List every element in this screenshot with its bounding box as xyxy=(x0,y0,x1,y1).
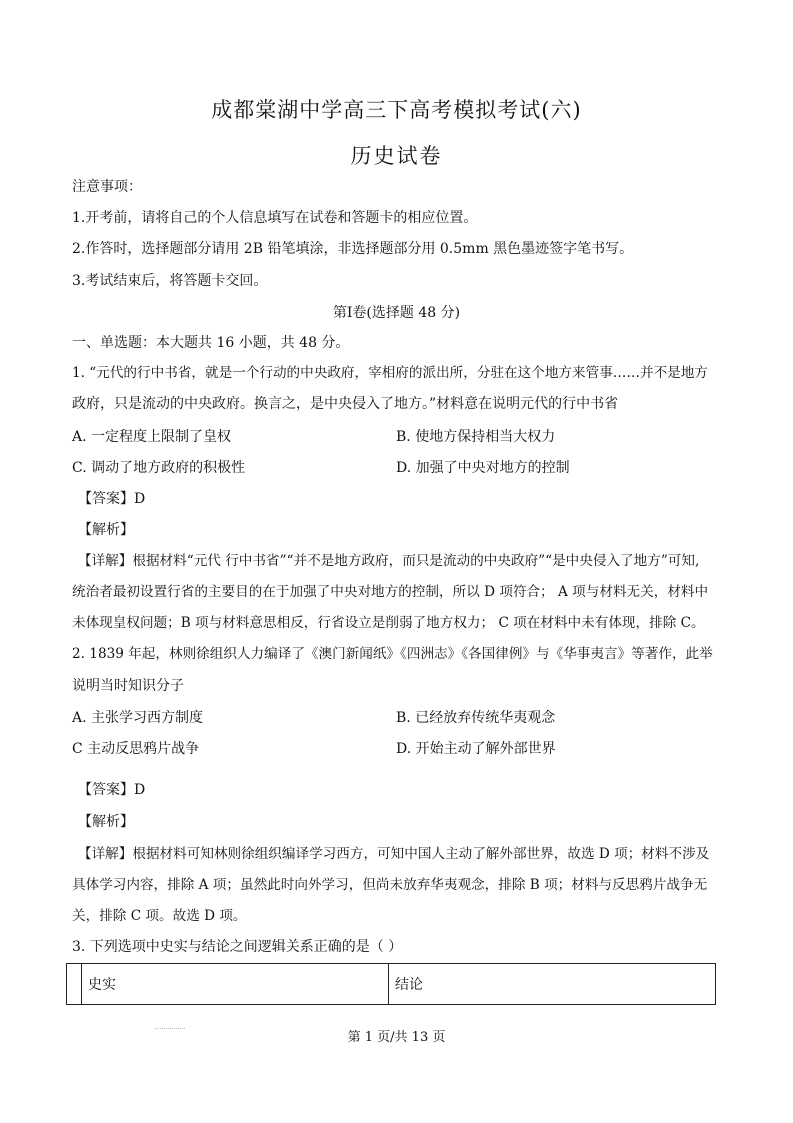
q2-stem-line-2: 说明当时知识分子 xyxy=(72,678,184,694)
q2-option-a: A. 主张学习西方制度 xyxy=(72,710,204,726)
q1-stem-line-1: 1. “元代的行中书省，就是一个行动的中央政府，宰相府的派出所，分驻在这个地方来管事……并不是地方 xyxy=(72,365,708,381)
q2-answer: 【答案】D xyxy=(78,782,146,798)
q2-analysis-label: 【解析】 xyxy=(78,814,134,830)
table-row xyxy=(67,964,716,1005)
q3-stem: 3. 下列选项中史实与结论之间逻辑关系正确的是（ ） xyxy=(72,939,403,955)
q1-detail-line-1: 【详解】根据材料“元代 行中书省”“并不是地方政府，而只是流动的中央政府”“是中央侵入了地方”可知, xyxy=(78,553,700,569)
note-item-2: 2.作答时，选择题部分请用 2B 铅笔填涂，非选择题部分用 0.5mm 黑色墨迹签字笔书写。 xyxy=(72,241,634,257)
q3-table xyxy=(66,963,716,1005)
q1-option-d: D. 加强了中央对地方的控制 xyxy=(396,460,570,476)
q2-detail-line-1: 【详解】根据材料可知林则徐组织编译学习西方，可知中国人主动了解外部世界，故选 D 项；材料不涉及 xyxy=(78,846,710,862)
table-cell-index xyxy=(67,964,82,1005)
q1-detail-line-3: 未体现皇权问题；B 项与材料意思相反，行省设立是削弱了地方权力； C 项在材料中未有体现，排除 C。 xyxy=(72,615,705,631)
table-header-fact: 史实 xyxy=(82,964,389,1005)
part-heading: 一、单选题：本大题共 16 小题，共 48 分。 xyxy=(72,335,350,351)
q2-option-b: B. 已经放弃传统华夷观念 xyxy=(396,710,556,726)
note-item-1: 1.开考前，请将自己的个人信息填写在试卷和答题卡的相应位置。 xyxy=(72,210,478,226)
volume-heading: 第Ⅰ卷(选择题 48 分) xyxy=(332,305,461,321)
q1-option-c: C. 调动了地方政府的积极性 xyxy=(72,460,246,476)
q2-detail-line-2: 具体学习内容，排除 A 项；虽然此时向外学习，但尚未放弃华夷观念，排除 B 项；材料与反思鸦片战争无 xyxy=(72,877,708,893)
exam-subtitle: 历史试卷 xyxy=(350,144,443,168)
q2-detail-line-3: 关，排除 C 项。故选 D 项。 xyxy=(72,908,247,924)
page-number: 第 1 页/共 13 页 xyxy=(347,1030,446,1045)
q1-answer: 【答案】D xyxy=(78,491,146,507)
table-header-conclusion: 结论 xyxy=(389,964,716,1005)
q1-stem-line-2: 政府，只是流动的中央政府。换言之，是中央侵入了地方。”材料意在说明元代的行中书省 xyxy=(72,396,619,412)
q1-option-a: A. 一定程度上限制了皇权 xyxy=(72,429,232,445)
notes-heading: 注意事项： xyxy=(72,179,142,195)
q2-stem-line-1: 2. 1839 年起，林则徐组织人力编译了《澳门新闻纸》《四洲志》《各国律例》与《华事夷言》等著作，此举 xyxy=(72,646,713,662)
q1-analysis-label: 【解析】 xyxy=(78,522,134,538)
q2-option-d: D. 开始主动了解外部世界 xyxy=(396,741,556,757)
q1-detail-line-2: 统治者最初设置行省的主要目的在于加强了中央对地方的控制，所以 D 项符合； A 项与材料无关，材料中 xyxy=(72,584,709,600)
q1-option-b: B. 使地方保持相当大权力 xyxy=(396,429,556,445)
exam-title: 成都棠湖中学高三下高考模拟考试(六) xyxy=(211,98,582,122)
q2-option-c: C 主动反思鸦片战争 xyxy=(72,741,200,757)
note-item-3: 3.考试结束后，将答题卡交回。 xyxy=(72,273,268,289)
